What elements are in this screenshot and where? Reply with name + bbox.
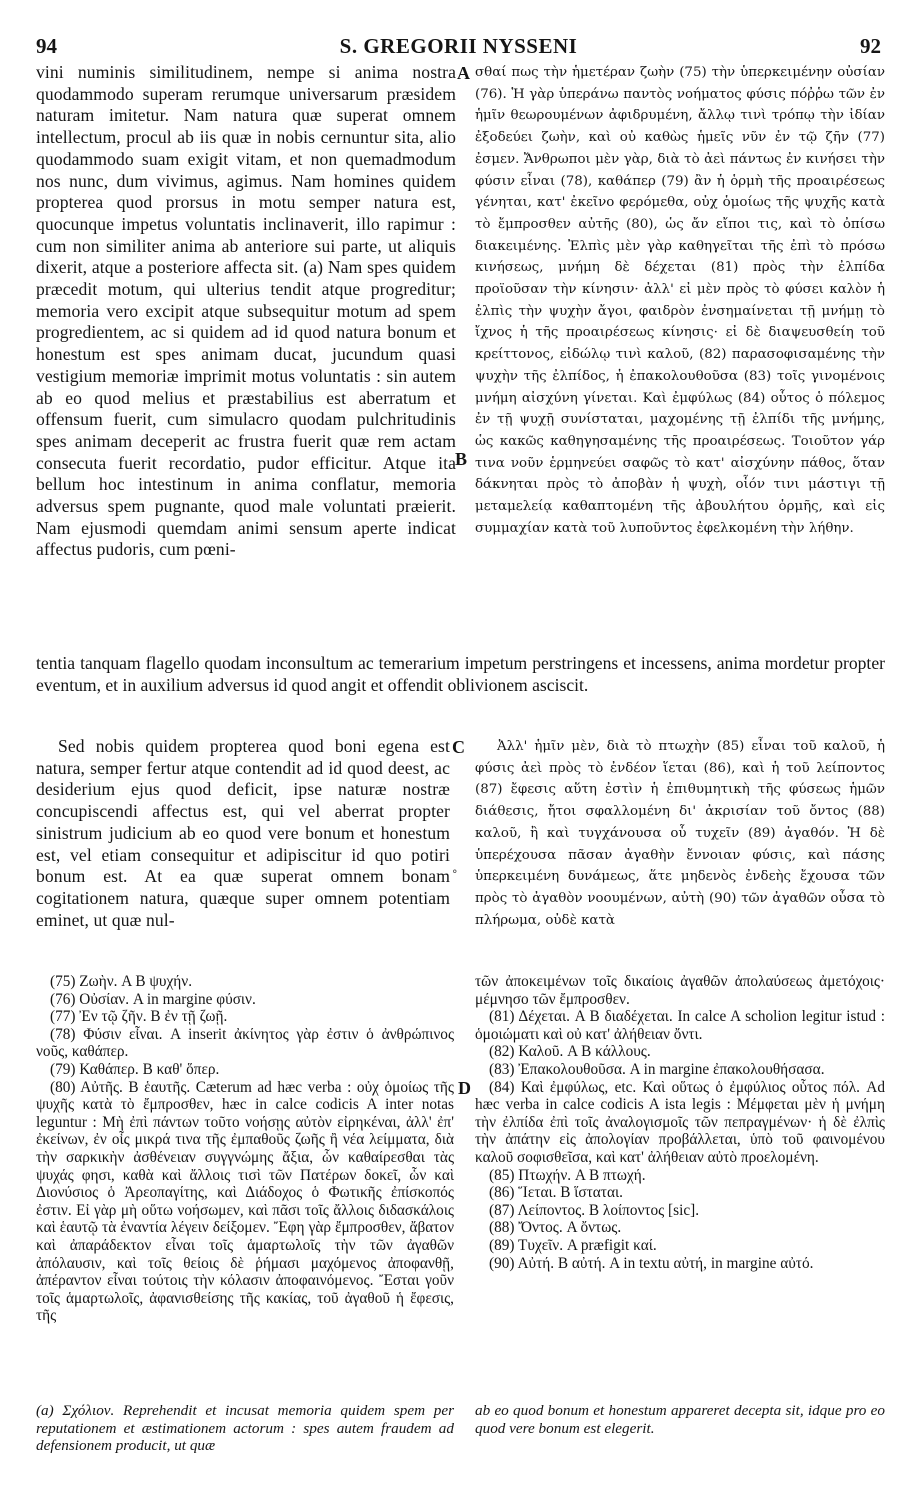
page-number-left: 94 bbox=[36, 34, 57, 58]
footnote: (77) Ἐν τῷ ζῆν. B ἐν τῇ ζωῇ. bbox=[50, 1008, 228, 1026]
running-header bbox=[36, 34, 881, 58]
scholion-right: ab eo quod bonum et honestum appareret decepta sit, idque pro eo quod vere bonum est elegerit. bbox=[475, 1402, 885, 1437]
footnote: (90) Αὐτή. B αὐτή. A in textu αὐτή, in margine αὐτό. bbox=[489, 1254, 814, 1272]
margin-marker-small: ° bbox=[452, 868, 458, 881]
footnote: (79) Καθάπερ. B καθ' ὅπερ. bbox=[50, 1060, 220, 1078]
footnote: (75) Ζωὴν. A B ψυχήν. bbox=[50, 973, 193, 990]
footnote: τῶν ἀποκειμένων τοῖς δικαίοις ἀγαθῶν ἀπολαύσεως ἀμετόχοις· μέμνησο τῶν ἔμπροσθεν. bbox=[475, 973, 885, 1008]
footnote: (83) Ἐπακολουθοῦσα. A in margine ἐπακολουθήσασα. bbox=[489, 1060, 825, 1078]
footnote: (80) Αὐτῆς. B ἑαυτῆς. Cæterum ad hæc verba : οὐχ ὁμοίως τῆς ψυχῆς κατὰ τὸ ἔμπροσθεν, hæc in calce codicis A inter notas leguntur : Μὴ ἐπὶ πάντων τοῦτο νοήσῃς αὐτὸν εἰρηκέναι, ἀλλ' ἐπ' ἐκείνων, ἐν οἷς μικρά τινα τῆς ἐμπαθοῦς ζωῆς ἢ νέα λείμματα, διὰ τὴν σαρκικὴν ἀσθένειαν συγγνώμης ἄξια, ὧν καθαίρεσθαι τὰς ψυχάς φησι, καθὰ καὶ ἄλλοις τισὶ τῶν Πατέρων δοκεῖ, ὧν καὶ Διονύσιος ὁ Ἀρεοπαγίτης, καὶ Διάδοχος ὁ Φωτικῆς ἐπίσκοπός ἐστιν. Εἰ γὰρ μὴ οὕτω νοήσωμεν, καὶ πᾶσι τοῖς ἄλλοις διδασκάλοις καὶ ἑαυτῷ τὰ ἐναντία λέγειν δείξομεν. Ἔφη γὰρ ἔμπροσθεν, ἄβατον καὶ ἀπαράδεκτον εἶναι τοῖς ἁμαρτωλοῖς τὴν τῶν ἀγαθῶν ἀπόλαυσιν, καὶ τοῖς θείοις δὲ ῥήμασι μαχόμενος ἀποφανθῇ, ἀπέραντον εἶναι τούτοις τὴν κόλασιν ἀποφαινόμενος. Ἔσται γοῦν τοῖς ἁμαρτωλοῖς, ἀφανισθείσης τῆς κακίας, τοῦ ἀγαθοῦ ἡ ἔφεσις, τῆς bbox=[36, 1078, 454, 1325]
footnote: (81) Δέχεται. A B διαδέχεται. In calce A scholion legitur istud : ὁμοιώματι καὶ οὐ κατ' ἀλήθειαν ὄντι. bbox=[475, 1008, 885, 1043]
footnote: (76) Οὐσίαν. A in margine φύσιν. bbox=[50, 990, 256, 1008]
column-number-right: 92 bbox=[860, 34, 881, 58]
footnote: (84) Καὶ ἐμφύλως, etc. Καὶ οὕτως ὁ ἐμφύλιος οὗτος πόλ. Ad hæc verba in calce codicis A ista legis : Μέμφεται μὲν ἡ μνήμη τὴν ἐλπίδα ἐπὶ τοῖς ἀναλογισμοῖς τῶν πεπραγμένων· ἡ δὲ ἐλπὶς τὴν ἀπάτην εἰς ἀπολογίαν προβάλλεται, ὑπὸ τοῦ φαινομένου καλοῦ σοφισθεῖσα, καὶ κατ' ἀλήθειαν αὐτὸ προελομένη. bbox=[475, 1078, 885, 1166]
margin-marker-b: B bbox=[455, 449, 468, 469]
margin-marker-c: C bbox=[452, 737, 465, 757]
footnote: (88) Ὄντος. A ὄντως. bbox=[489, 1219, 622, 1237]
margin-marker-a: A bbox=[457, 63, 470, 83]
margin-marker-d: D bbox=[458, 1078, 471, 1098]
footnotes-left bbox=[36, 973, 454, 1358]
footnotes-right bbox=[475, 973, 885, 1358]
page-title: S. GREGORII NYSSENI bbox=[339, 34, 578, 58]
footnote: (82) Καλοῦ. A B κάλλους. bbox=[489, 1043, 651, 1061]
footnote: (86) Ἵεται. B ἵσταται. bbox=[489, 1184, 623, 1202]
greek-column-middle: Ἀλλ' ἡμῖν μὲν, διὰ τὸ πτωχὴν (85) εἶναι τοῦ καλοῦ, ἡ φύσις ἀεὶ πρὸς τὸ ἐνδέον ἵεται (86), καὶ ἡ τοῦ λείποντος (87) ἔφεσις αὕτη ἐστὶν ἡ ἐπιθυμητικὴ τῆς φύσεως ἡμῶν διάθεσις, ἤτοι σφαλλομένη δι' ἀκρισίαν τοῦ ὄντος (88) καλοῦ, ἢ καὶ τυγχάνουσα οὗ τυχεῖν (89) ἀγαθόν. Ἡ δὲ ὑπερέχουσα πᾶσαν ἀγαθὴν ἔννοιαν φύσις, καὶ πάσης ὑπερκειμένη δυνάμεως, ἅτε μηδενὸς ἐνδεὴς ἔχουσα τῶν πρὸς τὸ ἀγαθὸν νοουμένων, αὐτὴ (90) τῶν ἀγαθῶν οὖσα τὸ πλήρωμα, οὐδὲ κατὰ bbox=[475, 739, 885, 928]
scholion-left: (a) Σχόλιον. Reprehendit et incusat memoria quidem spem per reputationem et æstimationem actorum : spes autem fraudem ad defensionem producit, ut quæ bbox=[36, 1402, 454, 1454]
latin-column-middle: Sed nobis quidem propterea quod boni egena est natura, semper fertur atque contendit ad id quod deest, ac desiderium ejus quod deficit, ipse naturæ nostræ concupiscendi affectus est, qui vel aberrat propter sinistrum judicium ab eo quod vere bonum et honestum est, vel etiam consequitur et adipiscitur id quo potiri bonum est. At ea quæ superat omnem bonam cogitationem natura, quæque super omnem potentiam eminet, ut quæ nul- bbox=[36, 736, 450, 930]
footnote: (85) Πτωχήν. A B πτωχή. bbox=[489, 1166, 646, 1184]
latin-full-width-text: tentia tanquam flagello quodam inconsultum ac temerarium impetum perstringens et incessens, anima mordetur propter eventum, et in auxilium adversus id quod angit et offendit oblivionem asciscit. bbox=[36, 653, 885, 695]
footnote: (78) Φύσιν εἶναι. A inserit ἀκίνητος γὰρ ἐστιν ὁ ἀνθρώπινος νοῦς, καθάπερ. bbox=[36, 1025, 454, 1061]
latin-column-top: vini numinis similitudinem, nempe si anima nostra quodammodo superam rerumque universarum præsidem naturam imitetur. Nam natura quæ superat omnem intellectum, procul ab iis quæ in nobis cernuntur sita, alio quodammodo suam exigit vitam, et non quemadmodum nos nunc, dum vivimus, agimus. Nam homines quidem propterea quod prorsus in motu semper natura est, quocunque impetus voluntatis inclinaverit, illo rapimur : cum non similiter anima ab anteriore sui parte, ut aliquis dixerit, atque a posteriore affecta sit. (a) Nam spes quidem præcedit motum, qui ulterius tendit atque progreditur; memoria vero excipit atque subsequitur motum ad spem progredientem, ac si quidem ad id quod natura bonum et honestum est spes animam ducat, jucundum quasi vestigium memoriæ imprimit motus voluntatis : sin autem ab eo quod melius et præstabilius est aberratum et offensum fuerit, cum simulacro quodam pulchritudinis spes animam deceperit ac frustra fuerit quæ rem actam consecuta fuerit recordatio, pudor efficitur. Atque ita bellum hoc intestinum in anima conflatur, memoria adversus spem pugnante, quod male voluntati præierit. Nam ejusmodi quemdam animi sensum aperte indicat affectus pudoris, cum pœni- bbox=[36, 62, 456, 560]
footnote: (87) Λείποντος. B λοίποντος [sic]. bbox=[489, 1201, 700, 1219]
footnote: (89) Τυχεῖν. A præfigit καί. bbox=[489, 1236, 657, 1254]
greek-column-top: σθαί πως τὴν ἡμετέραν ζωὴν (75) τὴν ὑπερκειμένην οὐσίαν (76). Ἡ γὰρ ὑπεράνω παντὸς νοήματος φύσις πόῤῥω τῶν ἐν ἡμῖν θεωρουμένων ἀφιδρυμένη, ἄλλῳ τινὶ τρόπῳ τὴν ἰδίαν ἐξοδεύει ζωὴν, καὶ οὐ καθὼς ἡμεῖς νῦν ἐν τῷ ζῆν (77) ἐσμεν. Ἄνθρωποι μὲν γὰρ, διὰ τὸ ἀεὶ πάντως ἐν κινήσει τὴν φύσιν εἶναι (78), καθάπερ (79) ἂν ἡ ὁρμὴ τῆς προαιρέσεως γένηται, κατ' ἐκεῖνο φερόμεθα, οὐχ ὁμοίως τῆς ψυχῆς κατὰ τὸ ἔμπροσθεν αὐτῆς (80), ὡς ἄν εἴποι τις, καὶ τὸ ὀπίσω διακειμένης. Ἐλπὶς μὲν γὰρ καθηγεῖται τῆς ἐπὶ τὸ πρόσω κινήσεως, μνήμη δὲ δέχεται (81) πρὸς τὴν ἐλπίδα προϊοῦσαν τὴν κίνησιν· ἀλλ' εἰ μὲν πρὸς τὸ φύσει καλὸν ἡ ἐλπὶς τὴν ψυχὴν ἄγοι, φαιδρὸν ἐνσημαίνεται τῇ μνήμῃ τὸ ἴχνος ἡ τῆς προαιρέσεως κίνησις· εἰ δὲ διαψευσθείη τοῦ κρείττονος, εἰδώλῳ τινὶ καλοῦ, (82) παρασοφισαμένης τὴν ψυχὴν τῆς ἐλπίδος, ἡ ἐπακολουθοῦσα (83) τοῖς γινομένοις μνήμη αἰσχύνη γίνεται. Καὶ ἐμφύλως (84) οὗτος ὁ πόλεμος ἐν τῇ ψυχῇ συνίσταται, μαχομένης τῇ ἐλπίδι τῆς μνήμης, ὡς κακῶς καθηγησαμένης τῆς προαιρέσεως. Τοιοῦτον γάρ τινα νοῦν ἑρμηνεύει σαφῶς τὸ κατ' αἰσχύνην πάθος, ὅταν δάκνηται πρὸς τὸ ἀποβὰν ἡ ψυχὴ, οἷόν τινι μάστιγι τῇ μεταμελείᾳ καθαπτομένη τῆς ἀβουλήτου ὁρμῆς, καὶ εἰς συμμαχίαν κατὰ τοῦ λυποῦντος ἐφελκομένη τὴν λήθην. bbox=[475, 65, 885, 536]
